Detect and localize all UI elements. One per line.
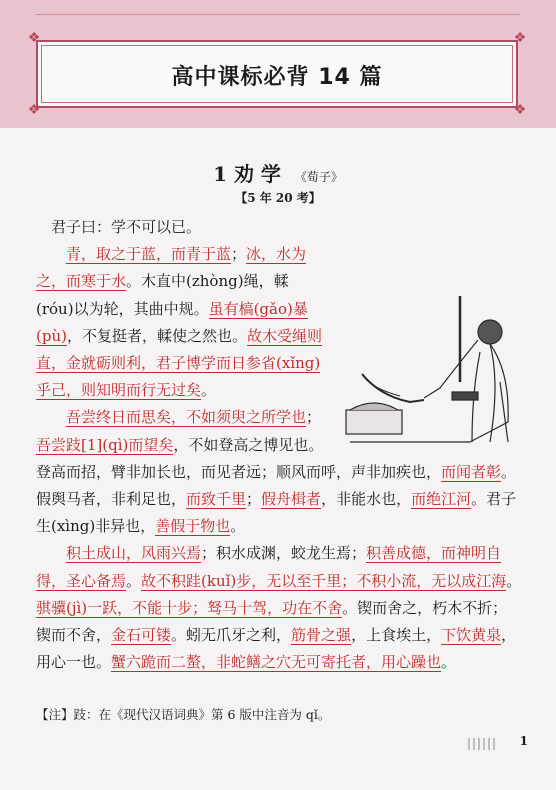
highlight-phrase: 而闻者彰	[441, 462, 502, 481]
highlight-phrase: 吾尝跂[1](qì)而望矣	[36, 435, 174, 454]
text-run: ；	[306, 408, 322, 427]
text-run: ，上食埃土，	[351, 626, 442, 645]
text-run: ，不复挺者，輮使之然也。	[66, 326, 247, 345]
highlight-phrase: 下饮黄泉	[441, 626, 502, 645]
paragraph-1: 君子曰：学不可以已。	[51, 218, 202, 236]
text-run: 。	[126, 571, 142, 590]
text-run: 。木直中(zhòng)绳，輮(róu)以为轮，其曲中规。	[36, 272, 289, 318]
highlight-phrase: 骐骥(jì)一跃，不能十步；驽马十驾，功在不舍	[36, 598, 343, 617]
decorative-line	[36, 14, 520, 15]
highlight-phrase: 积善成德，而神明自得，圣心备焉	[36, 544, 502, 590]
text-run: ；积水成渊，蛟龙生焉；	[201, 544, 367, 563]
highlight-phrase: 而致千里	[186, 490, 247, 509]
chapter-heading	[0, 158, 556, 187]
highlight-phrase: 青，取之于蓝，而青于蓝	[66, 245, 232, 264]
exam-frequency-tag: 【5 年 20 考】	[235, 191, 321, 205]
scholar-sharpening-blade-illustration	[340, 292, 530, 464]
highlight-phrase: 假舟楫者	[261, 490, 322, 509]
highlight-phrase: 筋骨之强	[291, 626, 352, 645]
text-run: 。蚓无爪牙之利，	[171, 626, 292, 645]
text-run: ，用心一也。	[36, 626, 517, 672]
highlight-phrase: 金石可镂	[111, 626, 172, 645]
highlight-phrase: 虽有槁(gǎo)暴(pù)	[36, 299, 308, 345]
text-run: 。锲而舍之，朽木不折；锲而不舍，	[36, 598, 508, 645]
text-run: ，不如登高之博见也。登高而招，臂非加长也，而见者远；顺风而呼，声非加疾也，	[36, 435, 442, 481]
corner-ornament-icon: ❖	[513, 102, 527, 118]
text-run: ；	[246, 490, 262, 509]
text-run: ；	[231, 245, 247, 264]
text-run: 。	[201, 381, 217, 400]
text-run: 。	[506, 571, 522, 590]
highlight-phrase: 冰，水为之，而寒于水	[36, 245, 307, 291]
text-run: ，非能水也，	[321, 490, 412, 509]
text-run: 。君子生(xìng)非异也，	[36, 490, 517, 536]
corner-ornament-icon: ❖	[513, 30, 527, 46]
text-run: 。	[441, 653, 457, 672]
corner-ornament-icon: ❖	[27, 102, 41, 118]
text-run: 。	[230, 517, 246, 536]
highlight-phrase: 吾尝终日而思矣，不如须臾之所学也	[66, 408, 307, 427]
title-frame	[27, 30, 527, 118]
text-run: 。假舆马者，非利足也，	[36, 462, 517, 509]
paragraph-4	[36, 540, 522, 676]
highlight-phrase: 故木受绳则直，金就砺则利，君子博学而日参省(xǐng)乎己，则知明而行无过矣	[36, 326, 322, 400]
highlight-phrase: 积土成山，风雨兴焉	[66, 544, 202, 563]
chapter-source: 《荀子》	[294, 170, 343, 184]
page-title: 高中课标必背 14 篇	[171, 65, 383, 90]
page-number: 1	[519, 734, 528, 748]
chapter-title: 1 劝 学	[213, 162, 281, 186]
highlight-phrase: 故不积跬(kuǐ)步，无以至千里；不积小流，无以成江海	[141, 571, 507, 590]
footer-decoration	[468, 738, 496, 750]
highlight-phrase: 善假于物也	[155, 517, 231, 536]
footnote: 【注】跂：在《现代汉语词典》第 6 版中注音为 qǐ。	[36, 707, 331, 722]
highlight-phrase: 蟹六跪而二螯，非蛇鳝之穴无可寄托者，用心躁也	[111, 653, 442, 672]
header-band	[0, 0, 556, 128]
corner-ornament-icon: ❖	[27, 30, 41, 46]
highlight-phrase: 而绝江河	[411, 490, 472, 509]
